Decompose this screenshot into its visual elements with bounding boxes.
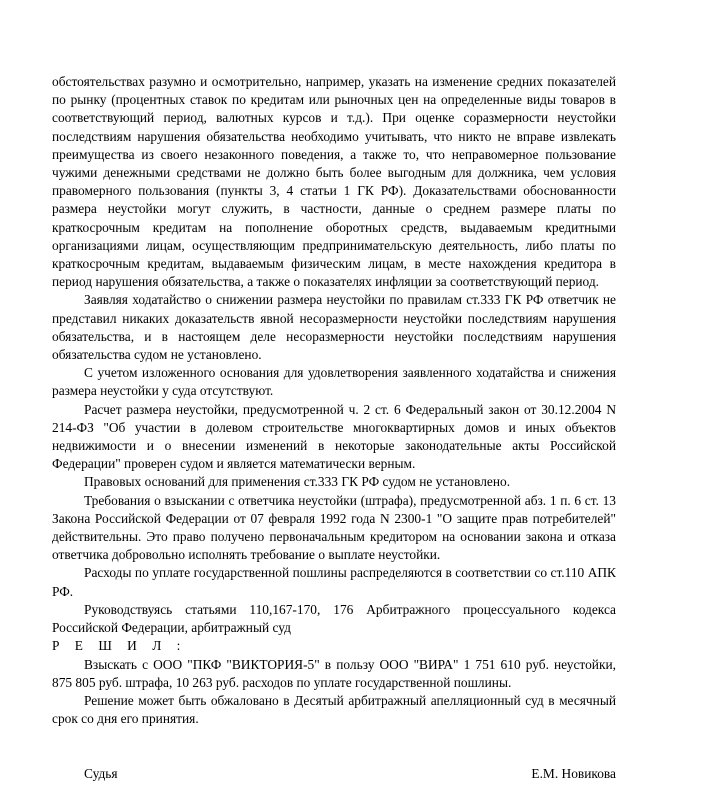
paragraph-penalty-claims: Требования о взыскании с ответчика неустойки (штрафа), предусмотренной абз. 1 п. 6 ст. 13 Закона Российской Федерации от 07 февраля 1992 года N 2300-1 "О защите прав потребителей" действительны. Это право получено первоначальным кредитором на основании закона и отказа ответчика добровольно исполнять требование о выплате неустойки.	[52, 492, 616, 563]
paragraph-conclusion: С учетом изложенного основания для удовлетворения заявленного ходатайства и снижения размера неустойки у суда отсутствуют.	[52, 365, 616, 399]
paragraph-state-duty: Расходы по уплате государственной пошлины распределяются в соответствии со ст.110 АПК РФ.	[52, 565, 616, 599]
paragraph-recover: Взыскать с ООО "ПКФ "ВИКТОРИЯ-5" в пользу ООО "ВИРА" 1 751 610 руб. неустойки, 875 805 руб. штрафа, 10 263 руб. расходов по уплате государственной пошлины.	[52, 656, 616, 690]
paragraph-appeal: Решение может быть обжаловано в Десятый арбитражный апелляционный суд в месячный срок со дня его принятия.	[52, 692, 616, 727]
document-body	[52, 73, 616, 728]
paragraph-calculation: Расчет размера неустойки, предусмотренной ч. 2 ст. 6 Федеральный закон от 30.12.2004 N 214-ФЗ "Об участии в долевом строительстве многоквартирных домов и иных объектов недвижимости и о внесении изменений в некоторые законодательные акты Российской Федерации" проверен судом и является математически верным.	[52, 401, 616, 472]
paragraph-continuation: обстоятельствах разумно и осмотрительно, например, указать на изменение средних показателей по рынку (процентных ставок по кредитам или рыночных цен на определенные виды товаров в соответствующий период, валютных курсов и т.д.). При оценке соразмерности неустойки последствиям нарушения обязательства необходимо учитывать, что никто не вправе извлекать преимущества из своего незаконного поведения, а также то, что неправомерное пользование чужими денежными средствами не должно быть более выгодным для должника, чем условия правомерного пользования (пункты 3, 4 статьи 1 ГК РФ). Доказательствами обоснованности размера неустойки могут служить, в частности, данные о среднем размере платы по краткосрочным кредитам на пополнение оборотных средств, выдаваемым кредитными организациями лицам, осуществляющим предпринимательскую деятельность, либо платы по краткосрочным кредитам, выдаваемым физическим лицам, в месте нахождения кредитора в период нарушения обязательства, а также о показателях инфляции за соответствующий период.	[52, 74, 616, 290]
paragraph-guided-by: Руководствуясь статьями 110,167-170, 176 Арбитражного процессуального кодекса Российской Федерации, арбитражный суд	[52, 601, 616, 636]
judge-title: Судья	[84, 766, 118, 781]
judge-name: Е.М. Новикова	[531, 766, 616, 781]
decision-heading: Р Е Ш И Л :	[52, 638, 187, 654]
paragraph-petition: Заявляя ходатайство о снижении размера неустойки по правилам ст.333 ГК РФ ответчик не представил никаких доказательств явной несоразмерности неустойки последствиям нарушения обязательства, и в настоящем деле несоразмерности неустойки последствиям нарушения обязательства судом не установлено.	[52, 292, 616, 363]
paragraph-legal-basis: Правовых оснований для применения ст.333 ГК РФ судом не установлено.	[84, 474, 511, 490]
